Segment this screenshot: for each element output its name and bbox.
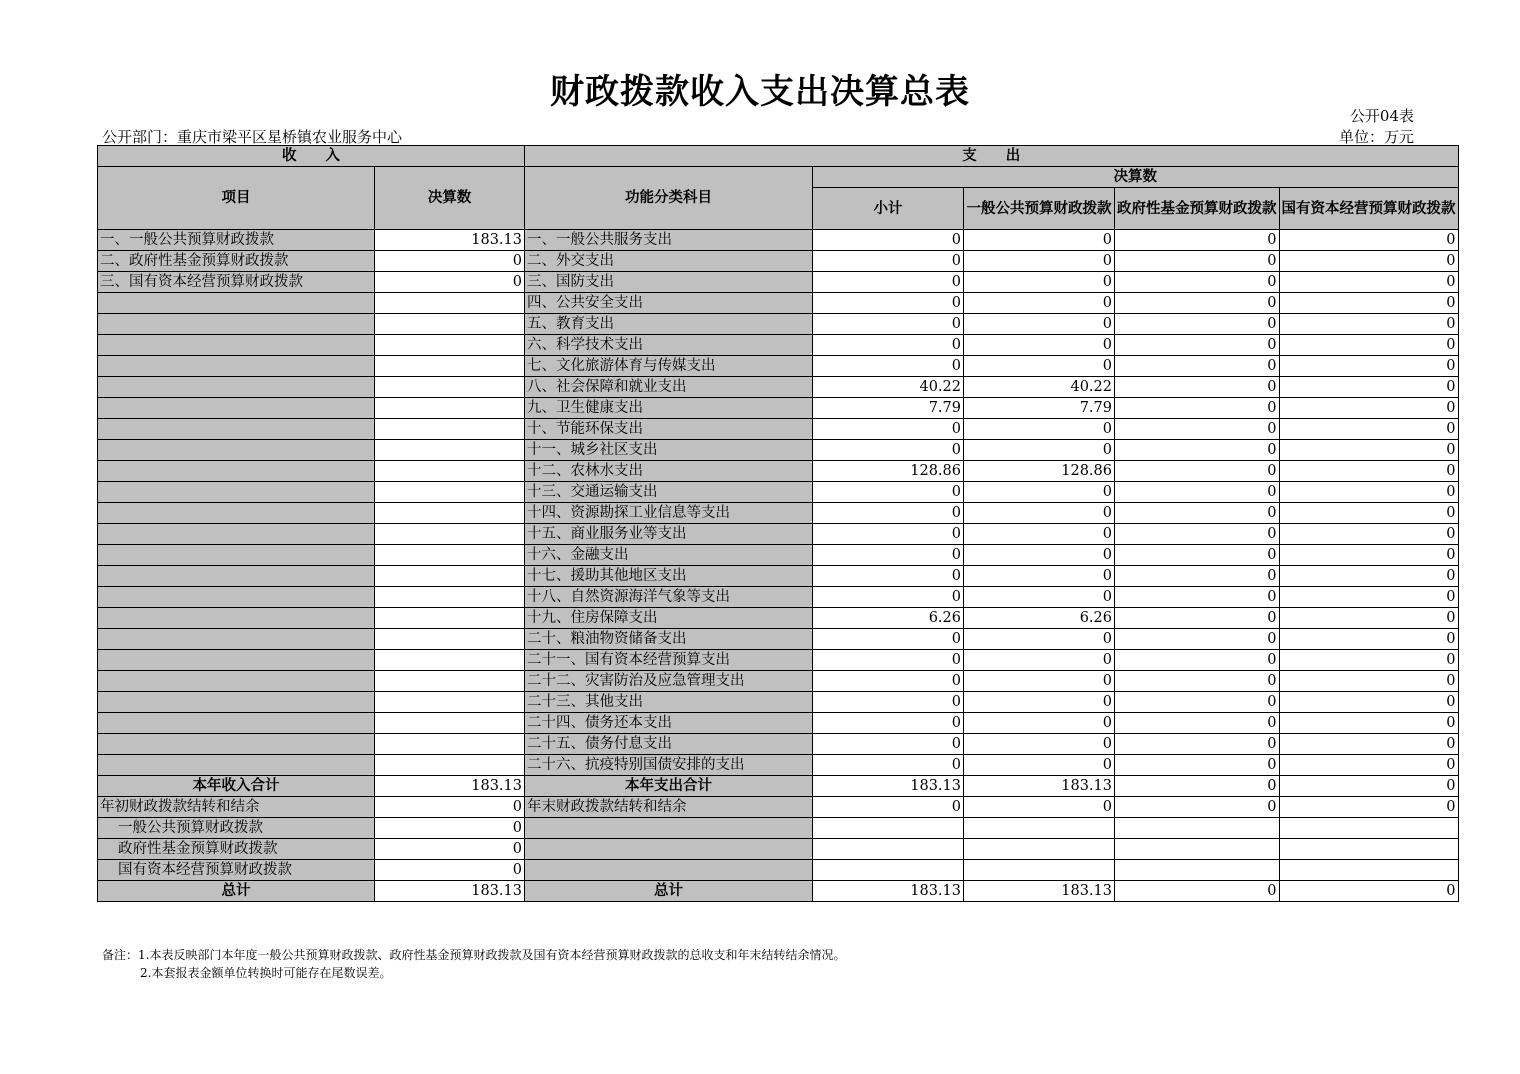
subtotal-cell: 0: [813, 356, 964, 377]
empty-cell: [964, 818, 1115, 839]
general-budget-cell: 0: [964, 293, 1115, 314]
general-budget-cell: 128.86: [964, 461, 1115, 482]
general-budget-cell: 0: [964, 314, 1115, 335]
income-amount-cell: [375, 419, 525, 440]
gov-fund-cell: 0: [1115, 671, 1280, 692]
state-capital-cell: 0: [1279, 692, 1458, 713]
expense-item-cell: 十四、资源勘探工业信息等支出: [525, 503, 813, 524]
empty-cell: [1279, 839, 1458, 860]
state-capital-cell: 0: [1279, 482, 1458, 503]
table-row: [98, 293, 1459, 314]
general-budget-cell: 0: [964, 545, 1115, 566]
income-item-cell: [98, 335, 375, 356]
general-budget-cell: 0: [964, 440, 1115, 461]
expense-item-cell: 二十、粮油物资储备支出: [525, 629, 813, 650]
income-amount-cell: [375, 461, 525, 482]
subtotal-cell: 128.86: [813, 461, 964, 482]
general-budget-cell: 0: [964, 482, 1115, 503]
gov-fund-cell: 0: [1115, 545, 1280, 566]
income-item-cell: [98, 545, 375, 566]
income-amount-cell: [375, 587, 525, 608]
general-budget-cell: 0: [964, 272, 1115, 293]
unit-label: 单位：万元: [1338, 128, 1414, 146]
subtotal-cell: 0: [813, 440, 964, 461]
expense-item-cell: 二十一、国有资本经营预算支出: [525, 650, 813, 671]
subtotal-cell: 0: [813, 587, 964, 608]
subtotal-cell: 0: [813, 503, 964, 524]
general-budget-cell: 0: [964, 692, 1115, 713]
state-capital-cell: 0: [1279, 461, 1458, 482]
state-capital-cell: 0: [1279, 776, 1458, 797]
subtotal-cell: 0: [813, 629, 964, 650]
state-capital-cell: 0: [1279, 608, 1458, 629]
subtotal-cell: 0: [813, 335, 964, 356]
income-item-cell: [98, 356, 375, 377]
income-amount-cell: [375, 503, 525, 524]
table-row: [98, 587, 1459, 608]
expense-item-cell: 十三、交通运输支出: [525, 482, 813, 503]
empty-cell: [1115, 839, 1280, 860]
empty-cell: [525, 818, 813, 839]
table-row: [98, 692, 1459, 713]
income-item-cell: 一、一般公共预算财政拨款: [98, 230, 375, 251]
general-budget-cell: 183.13: [964, 881, 1115, 902]
gov-fund-cell: 0: [1115, 587, 1280, 608]
income-amount-cell: 183.13: [375, 230, 525, 251]
closing-carryover-label: 年末财政拨款结转和结余: [525, 797, 813, 818]
general-budget-cell: 0: [964, 650, 1115, 671]
empty-cell: [1115, 818, 1280, 839]
subtotal-cell: 0: [813, 272, 964, 293]
state-capital-cell: 0: [1279, 419, 1458, 440]
state-capital-cell: 0: [1279, 629, 1458, 650]
income-item-cell: [98, 587, 375, 608]
expense-item-cell: 十七、援助其他地区支出: [525, 566, 813, 587]
general-budget-cell: 0: [964, 755, 1115, 776]
gov-fund-cell: 0: [1115, 797, 1280, 818]
general-budget-cell: 6.26: [964, 608, 1115, 629]
expense-item-cell: 五、教育支出: [525, 314, 813, 335]
state-capital-cell: 0: [1279, 272, 1458, 293]
subtotal-cell: 0: [813, 755, 964, 776]
table-row: [98, 650, 1459, 671]
income-amount-cell: [375, 692, 525, 713]
gov-fund-cell: 0: [1115, 755, 1280, 776]
expense-item-cell: 四、公共安全支出: [525, 293, 813, 314]
item-header: 项目: [98, 167, 375, 230]
gov-fund-cell: 0: [1115, 734, 1280, 755]
table-row: [98, 566, 1459, 587]
gov-fund-cell: 0: [1115, 482, 1280, 503]
report-title: 财政拨款收入支出决算总表: [550, 72, 970, 112]
state-capital-cell: 0: [1279, 797, 1458, 818]
income-item-cell: [98, 503, 375, 524]
state-capital-cell: 0: [1279, 440, 1458, 461]
general-budget-cell: 0: [964, 356, 1115, 377]
income-amount-cell: 0: [375, 272, 525, 293]
empty-cell: [964, 839, 1115, 860]
table-row: [98, 734, 1459, 755]
expense-item-cell: 十八、自然资源海洋气象等支出: [525, 587, 813, 608]
subtotal-cell: 0: [813, 293, 964, 314]
state-capital-cell: 0: [1279, 671, 1458, 692]
empty-cell: [1279, 860, 1458, 881]
state-capital-cell: 0: [1279, 230, 1458, 251]
general-budget-cell: 0: [964, 503, 1115, 524]
subtotal-cell: 0: [813, 419, 964, 440]
general-budget-cell: 0: [964, 251, 1115, 272]
func-header: 功能分类科目: [525, 167, 813, 230]
gov-fund-cell: 0: [1115, 713, 1280, 734]
gov-fund-cell: 0: [1115, 566, 1280, 587]
general-budget-cell: 7.79: [964, 398, 1115, 419]
income-amount-cell: [375, 293, 525, 314]
carryover-detail-amount: 0: [375, 818, 525, 839]
state-capital-cell: 0: [1279, 356, 1458, 377]
expense-item-cell: 二十五、债务付息支出: [525, 734, 813, 755]
general-budget-cell: 183.13: [964, 776, 1115, 797]
state-capital-cell: 0: [1279, 314, 1458, 335]
subtotal-cell: 0: [813, 230, 964, 251]
state-capital-cell: 0: [1279, 293, 1458, 314]
income-item-cell: [98, 440, 375, 461]
empty-cell: [964, 860, 1115, 881]
empty-cell: [813, 818, 964, 839]
state-capital-cell: 0: [1279, 398, 1458, 419]
expense-item-cell: 六、科学技术支出: [525, 335, 813, 356]
carryover-detail-amount: 0: [375, 860, 525, 881]
income-item-cell: [98, 398, 375, 419]
grand-income-total-label: 总计: [98, 881, 375, 902]
opening-carryover-amount: 0: [375, 797, 525, 818]
subtotal-cell: 40.22: [813, 377, 964, 398]
state-capital-cell: 0: [1279, 545, 1458, 566]
state-capital-cell: 0: [1279, 377, 1458, 398]
note-2: 2.本套报表金额单位转换时可能存在尾数误差。: [140, 966, 392, 980]
income-item-cell: [98, 755, 375, 776]
year-expense-total-label: 本年支出合计: [525, 776, 813, 797]
income-amount-cell: [375, 524, 525, 545]
table-row: [98, 608, 1459, 629]
income-item-cell: 二、政府性基金预算财政拨款: [98, 251, 375, 272]
general-budget-cell: 40.22: [964, 377, 1115, 398]
table-row: [98, 314, 1459, 335]
expense-item-cell: 二十三、其他支出: [525, 692, 813, 713]
gov-fund-cell: 0: [1115, 377, 1280, 398]
gov-fund-cell: 0: [1115, 398, 1280, 419]
table-row: [98, 755, 1459, 776]
gov-fund-cell: 0: [1115, 461, 1280, 482]
empty-cell: [525, 839, 813, 860]
table-row: [98, 524, 1459, 545]
expense-item-cell: 十六、金融支出: [525, 545, 813, 566]
income-item-cell: [98, 419, 375, 440]
gov-fund-cell: 0: [1115, 608, 1280, 629]
state-capital-cell: 0: [1279, 755, 1458, 776]
subtotal-cell: 0: [813, 566, 964, 587]
gov-fund-cell: 0: [1115, 272, 1280, 293]
income-amount-cell: [375, 314, 525, 335]
state-capital-cell: 0: [1279, 734, 1458, 755]
state-capital-cell: 0: [1279, 650, 1458, 671]
carryover-detail-label: 一般公共预算财政拨款: [98, 818, 375, 839]
carryover-row: [98, 797, 1459, 818]
income-amount-cell: [375, 356, 525, 377]
table-row: [98, 335, 1459, 356]
table-row: [98, 503, 1459, 524]
empty-cell: [525, 860, 813, 881]
state-capital-cell: 0: [1279, 713, 1458, 734]
year-income-total-amount: 183.13: [375, 776, 525, 797]
gov-fund-cell: 0: [1115, 419, 1280, 440]
table-row: [98, 671, 1459, 692]
state-capital-cell: 0: [1279, 587, 1458, 608]
table-row: [98, 377, 1459, 398]
subtotal-cell: 183.13: [813, 776, 964, 797]
subtotal-cell: 0: [813, 482, 964, 503]
income-amount-cell: [375, 482, 525, 503]
table-row: [98, 629, 1459, 650]
form-number: 公开04表: [1349, 107, 1414, 125]
expense-item-cell: 九、卫生健康支出: [525, 398, 813, 419]
state-capital-cell: 0: [1279, 251, 1458, 272]
table-row: [98, 356, 1459, 377]
income-header: 收 入: [98, 146, 525, 167]
carryover-detail-row: [98, 839, 1459, 860]
year-income-total-label: 本年收入合计: [98, 776, 375, 797]
expense-item-cell: 一、一般公共服务支出: [525, 230, 813, 251]
general-budget-cell: 0: [964, 587, 1115, 608]
expense-item-cell: 十、节能环保支出: [525, 419, 813, 440]
final-header: 决算数: [813, 167, 1459, 188]
gov-fund-cell: 0: [1115, 776, 1280, 797]
income-item-cell: [98, 692, 375, 713]
income-item-cell: [98, 566, 375, 587]
expense-item-cell: 七、文化旅游体育与传媒支出: [525, 356, 813, 377]
header-row-2: [98, 167, 1459, 188]
state-capital-cell: 0: [1279, 335, 1458, 356]
department-label: 公开部门：重庆市梁平区星桥镇农业服务中心: [102, 128, 403, 146]
income-amount-cell: [375, 545, 525, 566]
gov-fund-cell: 0: [1115, 251, 1280, 272]
subtotal-cell: 0: [813, 524, 964, 545]
table-row: [98, 398, 1459, 419]
gov-fund-cell: 0: [1115, 650, 1280, 671]
table-row: [98, 482, 1459, 503]
carryover-detail-label: 政府性基金预算财政拨款: [98, 839, 375, 860]
subtotal-header: 小计: [813, 188, 964, 230]
table-row: [98, 713, 1459, 734]
subtotal-cell: 0: [813, 692, 964, 713]
state-capital-header: 国有资本经营预算财政拨款: [1279, 188, 1458, 230]
income-amount-cell: [375, 734, 525, 755]
gov-fund-cell: 0: [1115, 629, 1280, 650]
gov-fund-cell: 0: [1115, 230, 1280, 251]
general-budget-cell: 0: [964, 566, 1115, 587]
table-row: [98, 272, 1459, 293]
expense-item-cell: 十九、住房保障支出: [525, 608, 813, 629]
income-amount-cell: [375, 566, 525, 587]
subtotal-cell: 6.26: [813, 608, 964, 629]
expense-item-cell: 八、社会保障和就业支出: [525, 377, 813, 398]
subtotal-cell: 0: [813, 734, 964, 755]
subtotal-cell: 0: [813, 314, 964, 335]
header-row-1: [98, 146, 1459, 167]
state-capital-cell: 0: [1279, 503, 1458, 524]
income-amount-cell: [375, 377, 525, 398]
opening-carryover-label: 年初财政拨款结转和结余: [98, 797, 375, 818]
general-budget-header: 一般公共预算财政拨款: [964, 188, 1115, 230]
expense-item-cell: 二十二、灾害防治及应急管理支出: [525, 671, 813, 692]
income-item-cell: [98, 608, 375, 629]
gov-fund-cell: 0: [1115, 356, 1280, 377]
subtotal-cell: 0: [813, 797, 964, 818]
carryover-detail-row: [98, 860, 1459, 881]
expense-header: 支 出: [525, 146, 1459, 167]
gov-fund-cell: 0: [1115, 440, 1280, 461]
income-item-cell: [98, 482, 375, 503]
income-item-cell: [98, 734, 375, 755]
income-amount-cell: [375, 650, 525, 671]
table-row: [98, 251, 1459, 272]
income-item-cell: 三、国有资本经营预算财政拨款: [98, 272, 375, 293]
income-item-cell: [98, 524, 375, 545]
income-item-cell: [98, 314, 375, 335]
general-budget-cell: 0: [964, 734, 1115, 755]
income-item-cell: [98, 713, 375, 734]
subtotal-cell: 0: [813, 545, 964, 566]
expense-item-cell: 十一、城乡社区支出: [525, 440, 813, 461]
carryover-detail-amount: 0: [375, 839, 525, 860]
note-1: 备注：1.本表反映部门本年度一般公共预算财政拨款、政府性基金预算财政拨款及国有资本经营预算财政拨款的总收支和年末结转结余情况。: [102, 948, 846, 962]
gov-fund-cell: 0: [1115, 503, 1280, 524]
subtotal-cell: 0: [813, 251, 964, 272]
income-item-cell: [98, 650, 375, 671]
subtotal-cell: 0: [813, 713, 964, 734]
subtotal-cell: 7.79: [813, 398, 964, 419]
gov-fund-cell: 0: [1115, 335, 1280, 356]
general-budget-cell: 0: [964, 335, 1115, 356]
fiscal-summary-table: [97, 145, 1459, 902]
empty-cell: [813, 860, 964, 881]
income-item-cell: [98, 377, 375, 398]
carryover-detail-row: [98, 818, 1459, 839]
income-amount-cell: [375, 671, 525, 692]
income-item-cell: [98, 629, 375, 650]
general-budget-cell: 0: [964, 524, 1115, 545]
expense-item-cell: 二十四、债务还本支出: [525, 713, 813, 734]
table-row: [98, 545, 1459, 566]
expense-item-cell: 二、外交支出: [525, 251, 813, 272]
income-amount-cell: [375, 440, 525, 461]
table-row: [98, 440, 1459, 461]
general-budget-cell: 0: [964, 713, 1115, 734]
income-item-cell: [98, 461, 375, 482]
table-row: [98, 419, 1459, 440]
income-amount-cell: [375, 713, 525, 734]
gov-fund-cell: 0: [1115, 314, 1280, 335]
income-item-cell: [98, 293, 375, 314]
gov-fund-cell: 0: [1115, 692, 1280, 713]
notes: [102, 946, 845, 982]
income-item-cell: [98, 671, 375, 692]
gov-fund-cell: 0: [1115, 524, 1280, 545]
income-amount-cell: [375, 398, 525, 419]
table-row: [98, 230, 1459, 251]
table-row: [98, 461, 1459, 482]
gov-fund-cell: 0: [1115, 293, 1280, 314]
general-budget-cell: 0: [964, 419, 1115, 440]
income-amount-cell: [375, 755, 525, 776]
grand-expense-total-label: 总计: [525, 881, 813, 902]
income-amount-cell: 0: [375, 251, 525, 272]
year-total-row: [98, 776, 1459, 797]
general-budget-cell: 0: [964, 797, 1115, 818]
general-budget-cell: 0: [964, 671, 1115, 692]
gov-fund-cell: 0: [1115, 881, 1280, 902]
empty-cell: [1279, 818, 1458, 839]
state-capital-cell: 0: [1279, 524, 1458, 545]
amount-header: 决算数: [375, 167, 525, 230]
subtotal-cell: 0: [813, 650, 964, 671]
income-amount-cell: [375, 629, 525, 650]
expense-item-cell: 十二、农林水支出: [525, 461, 813, 482]
expense-item-cell: 十五、商业服务业等支出: [525, 524, 813, 545]
expense-item-cell: 三、国防支出: [525, 272, 813, 293]
state-capital-cell: 0: [1279, 566, 1458, 587]
subtotal-cell: 183.13: [813, 881, 964, 902]
carryover-detail-label: 国有资本经营预算财政拨款: [98, 860, 375, 881]
gov-fund-header: 政府性基金预算财政拨款: [1115, 188, 1280, 230]
state-capital-cell: 0: [1279, 881, 1458, 902]
grand-income-total-amount: 183.13: [375, 881, 525, 902]
income-amount-cell: [375, 335, 525, 356]
empty-cell: [813, 839, 964, 860]
general-budget-cell: 0: [964, 629, 1115, 650]
general-budget-cell: 0: [964, 230, 1115, 251]
empty-cell: [1115, 860, 1280, 881]
grand-total-row: [98, 881, 1459, 902]
expense-item-cell: 二十六、抗疫特别国债安排的支出: [525, 755, 813, 776]
income-amount-cell: [375, 608, 525, 629]
subtotal-cell: 0: [813, 671, 964, 692]
